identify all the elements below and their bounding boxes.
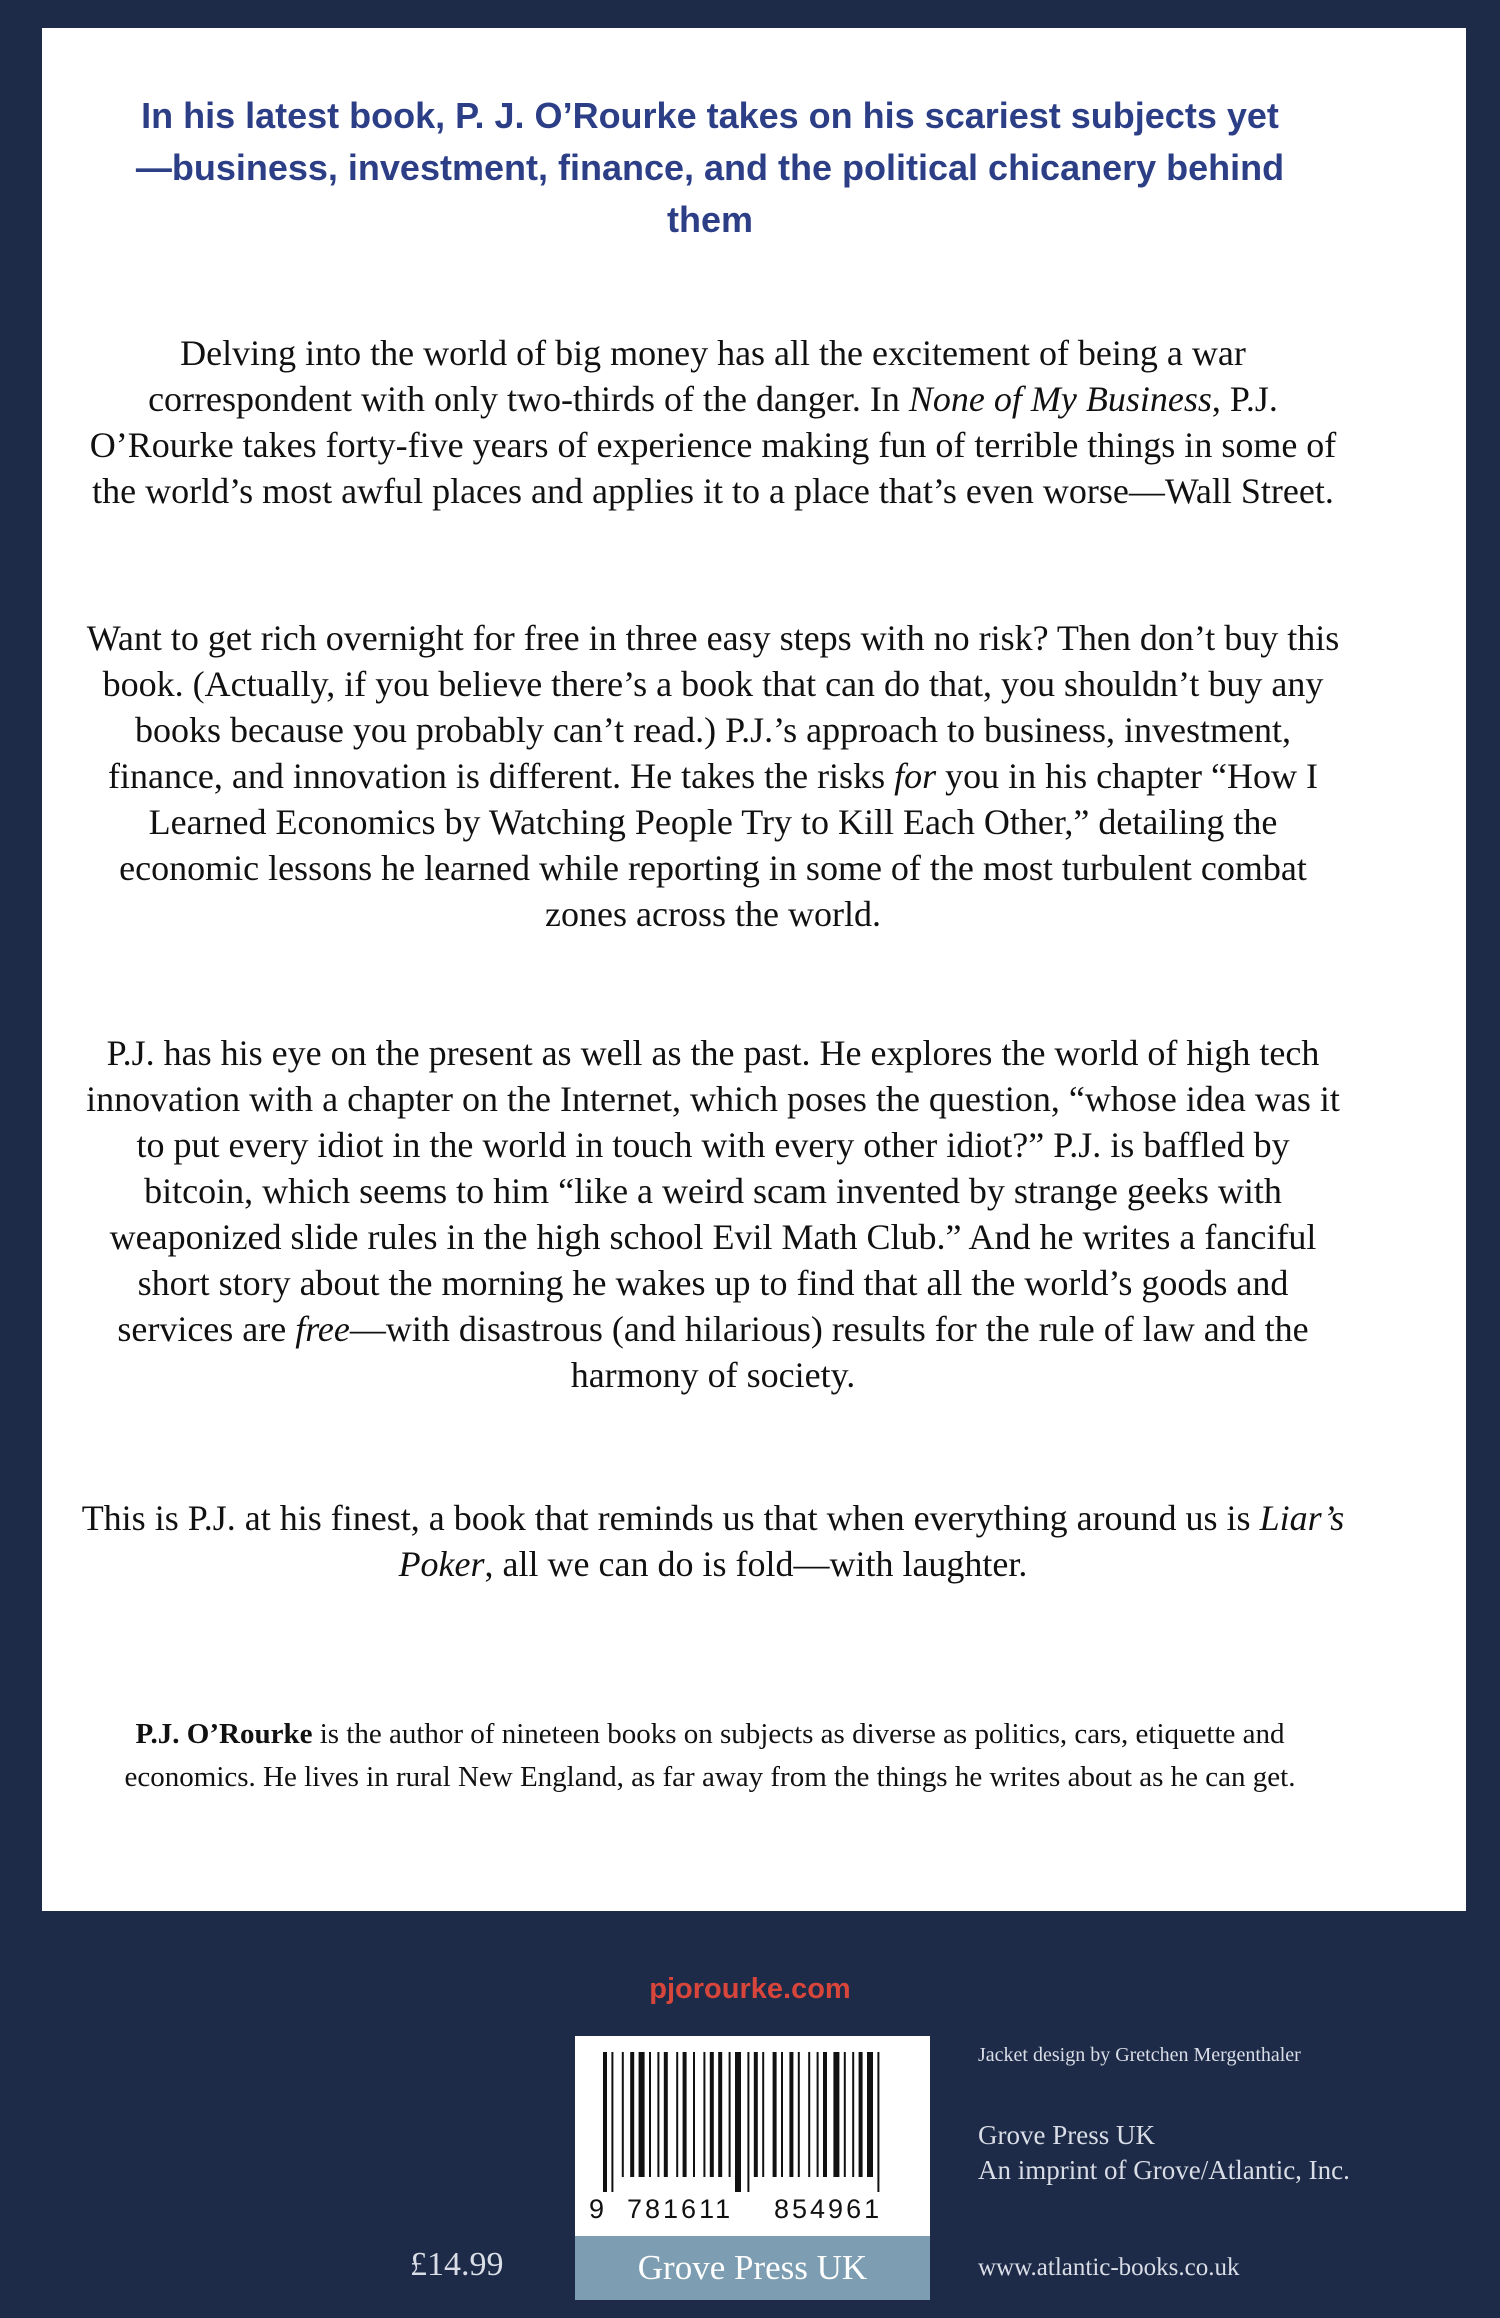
- barcode-bar: [729, 2052, 731, 2177]
- barcode-bar: [833, 2052, 839, 2177]
- barcode-bar: [630, 2052, 634, 2177]
- barcode-bar: [622, 2052, 624, 2177]
- barcode-bar: [657, 2052, 659, 2177]
- author-name: P.J. O’Rourke: [135, 1718, 313, 1750]
- description-paragraph-2: [78, 615, 1348, 937]
- publisher-label: Grove Press UK: [575, 2236, 930, 2300]
- p2-emphasis: for: [894, 756, 937, 796]
- p1-text-a: Delving into the world of big money has all the excitement of being a war correspondent with only two-thirds of the danger. In: [148, 333, 1246, 419]
- barcode-bar: [844, 2052, 846, 2177]
- barcode-bar: [762, 2052, 764, 2177]
- author-bio: [120, 1713, 1300, 1799]
- barcode-bar: [639, 2052, 645, 2177]
- barcode-group-1: 781611: [627, 2194, 734, 2224]
- barcode-bar: [823, 2052, 827, 2177]
- imprint: [978, 2118, 1350, 2188]
- barcode-bar: [664, 2052, 668, 2177]
- price: £14.99: [410, 2246, 504, 2283]
- p3-text-a: P.J. has his eye on the present as well as the past. He explores the world of high tech innovation with a chapter on the Internet, which poses the question, “whose idea was it to put every idiot in the world in touch with every other idiot?” P.J. is baffled by bitcoin, which seems to him “like a weird scam invented by strange geeks with weaponized slide rules in the high school Evil Math Club.” And he writes a fanciful short story about the morning he wakes up to find that all the world’s goods and services are: [86, 1033, 1340, 1349]
- author-bio-text: is the author of nineteen books on subjects as diverse as politics, cars, etiquette and economics. He lives in rural New England, as far away from the things he writes about as he can get.: [124, 1718, 1296, 1793]
- barcode-bar: [877, 2052, 879, 2192]
- barcode-bar: [676, 2052, 678, 2177]
- barcode-bar: [867, 2052, 873, 2177]
- p2-text-c: you in his chapter “How I Learned Economics by Watching People Try to Kill Each Other,” detailing the economic lessons he learned while reporting in some of the most turbulent combat zones across the world.: [119, 756, 1319, 934]
- description-paragraph-3: [78, 1030, 1348, 1398]
- tagline-heading: In his latest book, P. J. O’Rourke takes on his scariest subjects yet—business, investment, finance, and the political chicanery behind them: [135, 95, 1285, 240]
- barcode-bar: [852, 2052, 854, 2177]
- barcode-bar: [817, 2052, 819, 2177]
- barcode-bar: [710, 2052, 714, 2177]
- barcode-bar: [611, 2052, 613, 2192]
- barcode-group-2: 854961: [774, 2194, 883, 2224]
- p3-emphasis: free: [295, 1309, 350, 1349]
- p2-text-a: Want to get rich overnight for free in three easy steps with no risk? Then don’t buy this book. (Actually, if you believe there’s a book that can do that, you shouldn’t buy any books because you probably can’t read.) P.J.’s approach to business, investment, finance, and innovation is different. He takes the risks: [86, 618, 1340, 796]
- description-paragraph-4: [78, 1495, 1348, 1587]
- barcode-bar: [808, 2052, 810, 2177]
- barcode-bar: [683, 2052, 687, 2177]
- p4-book-title: Liar’s Poker: [398, 1498, 1345, 1584]
- barcode-bar: [773, 2052, 777, 2177]
- barcode-bar: [798, 2052, 800, 2177]
- p1-book-title: None of My Business: [908, 379, 1212, 419]
- p3-text-c: —with disastrous (and hilarious) results for the rule of law and the harmony of society.: [349, 1309, 1309, 1395]
- publisher-url[interactable]: www.atlantic-books.co.uk: [978, 2254, 1240, 2281]
- p1-text-c: , P.J. O’Rourke takes forty-five years of experience making fun of terrible things in some of the world’s most awful places and applies it to a place that’s even worse—Wall Street.: [89, 379, 1337, 511]
- imprint-line-1: Grove Press UK: [978, 2120, 1155, 2150]
- barcode-bar: [735, 2052, 741, 2192]
- barcode-bar: [781, 2052, 783, 2177]
- description-paragraph-1: [78, 330, 1348, 514]
- barcode-bar: [859, 2052, 863, 2177]
- imprint-line-2: An imprint of Grove/Atlantic, Inc.: [978, 2155, 1350, 2185]
- barcode-bar: [703, 2052, 705, 2177]
- barcode-bars-icon: [595, 2052, 910, 2192]
- author-website[interactable]: pjorourke.com: [649, 1973, 851, 2005]
- p4-text-c: , all we can do is fold—with laughter.: [484, 1544, 1028, 1584]
- barcode-first-digit: 9: [589, 2194, 608, 2224]
- jacket-design-credit: Jacket design by Gretchen Mergenthaler: [978, 2044, 1301, 2066]
- p4-text-a: This is P.J. at his finest, a book that reminds us that when everything around us is: [81, 1498, 1260, 1538]
- barcode-bar: [693, 2052, 695, 2177]
- barcode-bar: [649, 2052, 651, 2177]
- barcode-bar: [603, 2052, 607, 2192]
- cover-text-panel: [42, 28, 1466, 1911]
- barcode-bar: [747, 2052, 749, 2192]
- barcode-bar: [789, 2052, 793, 2177]
- barcode: [575, 2036, 930, 2236]
- barcode-bar: [718, 2052, 722, 2177]
- barcode-bar: [754, 2052, 758, 2177]
